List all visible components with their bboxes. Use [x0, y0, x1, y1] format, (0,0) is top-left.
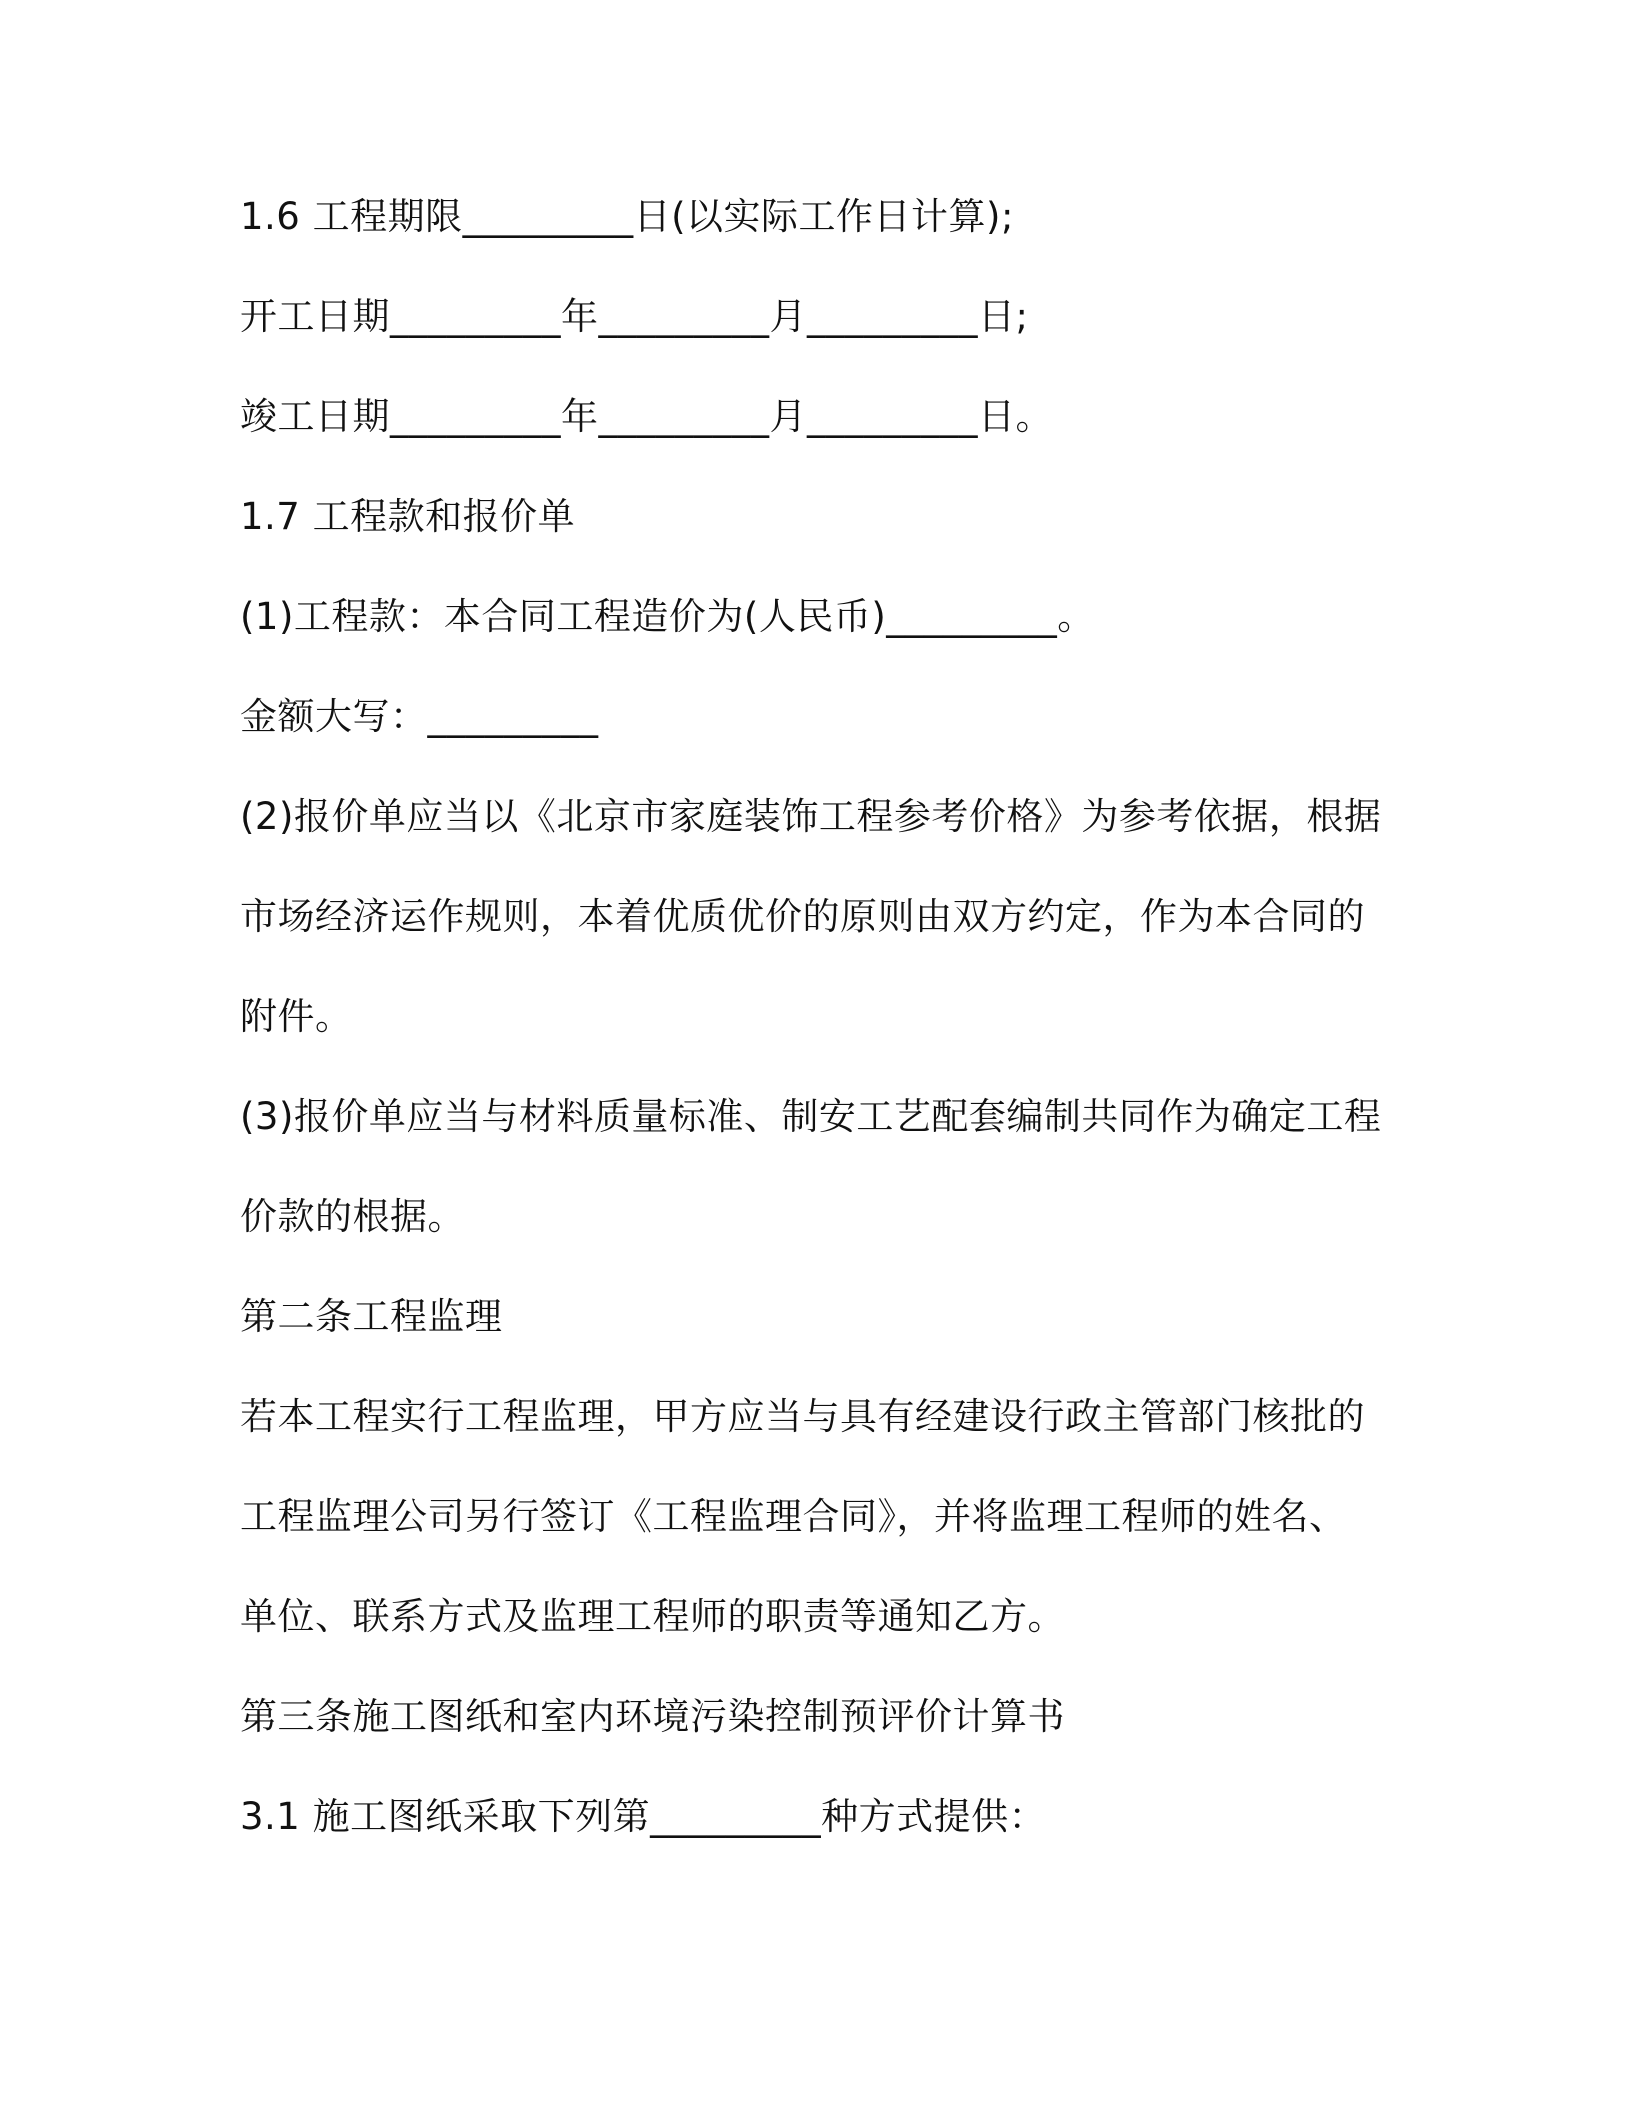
project-price-line: (1)工程款：本合同工程造价为(人民币)_________。 [240, 595, 1095, 638]
quotation-basis-paragraph: (2)报价单应当以《北京市家庭装饰工程参考价格》为参考依据，根据 [240, 795, 1382, 838]
clause-1-7-heading: 1.7 工程款和报价单 [240, 495, 576, 538]
quotation-standard-paragraph: (3)报价单应当与材料质量标准、制安工艺配套编制共同作为确定工程 [240, 1095, 1382, 1138]
supervision-paragraph: 若本工程实行工程监理，甲方应当与具有经建设行政主管部门核批的 [240, 1395, 1365, 1438]
completion-date-line: 竣工日期_________年_________月_________日。 [240, 395, 1053, 438]
supervision-paragraph-cont: 工程监理公司另行签订《工程监理合同》，并将监理工程师的姓名、 [240, 1495, 1347, 1538]
quotation-basis-paragraph-end: 附件。 [240, 995, 353, 1038]
quotation-basis-paragraph-cont: 市场经济运作规则，本着优质优价的原则由双方约定，作为本合同的 [240, 895, 1365, 938]
quotation-standard-paragraph-end: 价款的根据。 [240, 1195, 465, 1238]
article-3-heading: 第三条施工图纸和室内环境污染控制预评价计算书 [240, 1695, 1065, 1738]
start-date-line: 开工日期_________年_________月_________日; [240, 295, 1029, 338]
clause-1-6-duration: 1.6 工程期限_________日(以实际工作日计算); [240, 195, 1014, 238]
amount-in-words-line: 金额大写：_________ [240, 695, 599, 738]
article-2-heading: 第二条工程监理 [240, 1295, 503, 1338]
clause-3-1-drawings: 3.1 施工图纸采取下列第_________种方式提供： [240, 1795, 1047, 1838]
supervision-paragraph-end: 单位、联系方式及监理工程师的职责等通知乙方。 [240, 1595, 1065, 1638]
